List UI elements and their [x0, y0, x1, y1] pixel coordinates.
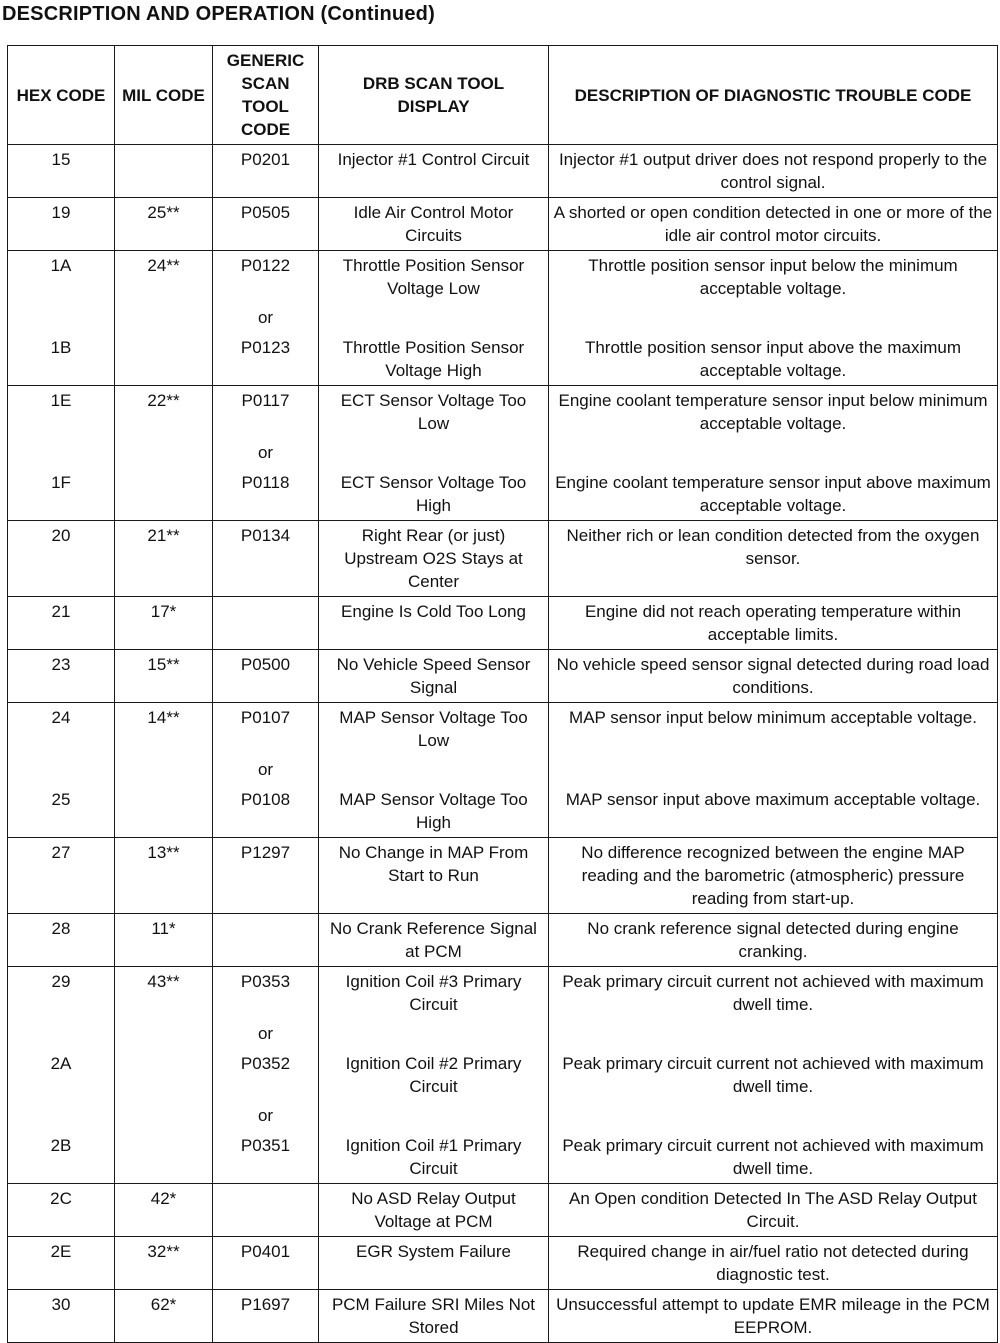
entry-drb: No Crank Reference Signal at PCM: [330, 919, 537, 961]
cell-mil: [115, 521, 213, 597]
cell-drb: [319, 145, 549, 198]
entry-generic: P0505: [240, 203, 291, 222]
entry-drb: Engine Is Cold Too Long: [341, 602, 526, 621]
cell-mil: [115, 198, 213, 251]
cell-drb: [319, 914, 549, 967]
entry-hex: 24: [51, 708, 71, 727]
entry-spacer: [12, 752, 110, 788]
entry-drb: PCM Failure SRI Miles Not Stored: [331, 1295, 536, 1337]
cell-generic: [213, 198, 319, 251]
mil-code: 43**: [147, 972, 180, 991]
cell-desc: [549, 145, 998, 198]
entry-desc: Throttle position sensor input above the maximum acceptable voltage.: [584, 338, 962, 380]
or-separator: or: [257, 308, 274, 327]
entry-spacer: [553, 300, 993, 336]
header-generic-scan-tool-code: GENERIC SCAN TOOL CODE: [213, 46, 319, 145]
header-mil-code: MIL CODE: [115, 46, 213, 145]
entry-generic: [217, 1187, 314, 1233]
entry-desc: Neither rich or lean condition detected from the oxygen sensor.: [566, 526, 980, 568]
entry-desc: An Open condition Detected In The ASD Relay Output Circuit.: [569, 1189, 977, 1231]
cell-hex: [8, 838, 115, 914]
table-row: [8, 1290, 998, 1343]
entry-drb: MAP Sensor Voltage Too High: [339, 790, 528, 832]
cell-generic: [213, 650, 319, 703]
entry-spacer: [12, 435, 110, 471]
entry-desc: Unsuccessful attempt to update EMR mileage in the PCM EEPROM.: [556, 1295, 990, 1337]
entry-desc: Throttle position sensor input below the minimum acceptable voltage.: [588, 256, 958, 298]
cell-desc: [549, 838, 998, 914]
entry-desc: Peak primary circuit current not achieved with maximum dwell time.: [562, 972, 984, 1014]
entry-desc: MAP sensor input below minimum acceptable voltage.: [569, 708, 977, 727]
cell-hex: [8, 386, 115, 521]
cell-drb: [319, 838, 549, 914]
entry-generic: P1297: [240, 843, 291, 862]
entry-desc: No crank reference signal detected during engine cranking.: [587, 919, 959, 961]
cell-generic: [213, 1184, 319, 1237]
entry-drb: ECT Sensor Voltage Too Low: [340, 391, 527, 433]
cell-hex: [8, 1184, 115, 1237]
table-row: [8, 967, 998, 1184]
entry-drb: No Change in MAP From Start to Run: [338, 843, 529, 885]
cell-generic: [213, 145, 319, 198]
table-row: [8, 386, 998, 521]
entry-spacer: [323, 300, 544, 336]
cell-mil: [115, 1184, 213, 1237]
table-row: [8, 198, 998, 251]
entry-generic: P0352: [240, 1054, 291, 1073]
cell-desc: [549, 650, 998, 703]
table-row: [8, 650, 998, 703]
cell-drb: [319, 967, 549, 1184]
entry-drb: No Vehicle Speed Sensor Signal: [336, 655, 531, 697]
cell-drb: [319, 597, 549, 650]
entry-spacer: [553, 1098, 993, 1134]
entry-desc: Injector #1 output driver does not respond properly to the control signal.: [558, 150, 988, 192]
entry-generic: P0201: [240, 150, 291, 169]
cell-hex: [8, 251, 115, 386]
entry-hex: 1E: [50, 391, 72, 410]
entry-generic: [217, 917, 314, 963]
cell-mil: [115, 251, 213, 386]
mil-code: 62*: [150, 1295, 177, 1314]
entry-drb: Idle Air Control Motor Circuits: [353, 203, 514, 245]
entry-generic: P0401: [240, 1242, 291, 1261]
cell-drb: [319, 650, 549, 703]
entry-generic: P0134: [240, 526, 291, 545]
entry-hex: 1B: [50, 338, 72, 357]
entry-drb: Throttle Position Sensor Voltage Low: [342, 256, 525, 298]
entry-hex: 1A: [50, 256, 72, 275]
cell-hex: [8, 967, 115, 1184]
table-row: [8, 1237, 998, 1290]
mil-code: 32**: [147, 1242, 180, 1261]
table-row: [8, 251, 998, 386]
cell-mil: [115, 650, 213, 703]
cell-desc: [549, 1290, 998, 1343]
entry-hex: 2E: [50, 1242, 72, 1261]
cell-mil: [115, 145, 213, 198]
cell-mil: [115, 1290, 213, 1343]
cell-hex: [8, 1290, 115, 1343]
entry-generic: P0108: [240, 790, 291, 809]
entry-spacer: [323, 1098, 544, 1134]
entry-drb: ECT Sensor Voltage Too High: [340, 473, 527, 515]
cell-generic: [213, 967, 319, 1184]
cell-desc: [549, 521, 998, 597]
cell-mil: [115, 967, 213, 1184]
entry-desc: Engine coolant temperature sensor input below minimum acceptable voltage.: [558, 391, 988, 433]
table-row: [8, 703, 998, 838]
table-row: [8, 521, 998, 597]
entry-generic: [217, 600, 314, 646]
cell-desc: [549, 198, 998, 251]
entry-generic: P0118: [241, 473, 290, 492]
page-heading: DESCRIPTION AND OPERATION (Continued): [2, 3, 435, 25]
cell-drb: [319, 703, 549, 838]
entry-spacer: [12, 300, 110, 336]
table-row: [8, 838, 998, 914]
header-description: DESCRIPTION OF DIAGNOSTIC TROUBLE CODE: [549, 46, 998, 145]
entry-desc: No difference recognized between the engine MAP reading and the barometric (atmospheric) pressure reading from start-up.: [581, 843, 965, 908]
mil-code: 25**: [147, 203, 180, 222]
entry-spacer: [553, 752, 993, 788]
entry-desc: Peak primary circuit current not achieved with maximum dwell time.: [562, 1136, 984, 1178]
entry-drb: Ignition Coil #2 Primary Circuit: [345, 1054, 522, 1096]
entry-hex: 15: [51, 150, 71, 169]
entry-hex: 28: [51, 919, 71, 938]
entry-hex: 30: [51, 1295, 71, 1314]
cell-drb: [319, 1290, 549, 1343]
cell-hex: [8, 521, 115, 597]
entry-generic: P0351: [240, 1136, 291, 1155]
cell-hex: [8, 703, 115, 838]
cell-hex: [8, 597, 115, 650]
entry-drb: Right Rear (or just) Upstream O2S Stays at Center: [344, 526, 523, 591]
mil-code: 21**: [147, 526, 180, 545]
table-row: [8, 914, 998, 967]
entry-hex: 1F: [51, 473, 71, 492]
cell-mil: [115, 597, 213, 650]
mil-code: 15**: [147, 655, 180, 674]
cell-hex: [8, 198, 115, 251]
entry-hex: 21: [51, 602, 71, 621]
mil-code: 17*: [150, 602, 177, 621]
entry-generic: P0117: [241, 391, 290, 410]
entry-hex: 23: [51, 655, 71, 674]
entry-spacer: [553, 1016, 993, 1052]
or-separator: or: [257, 760, 274, 779]
entry-spacer: [323, 752, 544, 788]
table-header-row: [8, 46, 998, 145]
entry-hex: 2B: [50, 1136, 72, 1155]
mil-code: 11*: [151, 919, 176, 938]
cell-generic: [213, 914, 319, 967]
cell-drb: [319, 386, 549, 521]
entry-hex: 27: [51, 843, 71, 862]
entry-drb: No ASD Relay Output Voltage at PCM: [351, 1189, 516, 1231]
entry-drb: Ignition Coil #1 Primary Circuit: [345, 1136, 522, 1178]
entry-drb: Throttle Position Sensor Voltage High: [342, 338, 525, 380]
entry-hex: 20: [51, 526, 71, 545]
entry-generic: P0122: [240, 256, 291, 275]
entry-drb: MAP Sensor Voltage Too Low: [339, 708, 528, 750]
mil-code: 42*: [150, 1189, 177, 1208]
or-separator: or: [257, 1024, 274, 1043]
cell-hex: [8, 650, 115, 703]
entry-spacer: [12, 1016, 110, 1052]
cell-generic: [213, 1290, 319, 1343]
cell-drb: [319, 1184, 549, 1237]
cell-drb: [319, 521, 549, 597]
mil-code: 14**: [147, 708, 180, 727]
table-row: [8, 597, 998, 650]
cell-generic: [213, 597, 319, 650]
cell-mil: [115, 838, 213, 914]
entry-spacer: [323, 435, 544, 471]
dtc-table: [7, 45, 998, 1343]
mil-code: 22**: [147, 391, 180, 410]
entry-desc: MAP sensor input above maximum acceptable voltage.: [565, 790, 981, 809]
entry-hex: 29: [51, 972, 71, 991]
cell-desc: [549, 386, 998, 521]
entry-desc: Engine coolant temperature sensor input above maximum acceptable voltage.: [555, 473, 991, 515]
entry-drb: EGR System Failure: [356, 1242, 511, 1261]
cell-mil: [115, 914, 213, 967]
cell-drb: [319, 1237, 549, 1290]
header-drb-scan-tool-display: DRB SCAN TOOL DISPLAY: [319, 46, 549, 145]
entry-spacer: [553, 435, 993, 471]
cell-generic: [213, 521, 319, 597]
entry-hex: 2C: [50, 1189, 72, 1208]
cell-drb: [319, 251, 549, 386]
entry-hex: 19: [51, 203, 71, 222]
cell-mil: [115, 1237, 213, 1290]
or-separator: or: [257, 443, 274, 462]
entry-desc: No vehicle speed sensor signal detected during road load conditions.: [556, 655, 990, 697]
cell-mil: [115, 386, 213, 521]
cell-generic: [213, 1237, 319, 1290]
entry-generic: P1697: [240, 1295, 291, 1314]
cell-generic: [213, 386, 319, 521]
cell-desc: [549, 967, 998, 1184]
cell-generic: [213, 838, 319, 914]
cell-desc: [549, 1237, 998, 1290]
table-body: [8, 145, 998, 1343]
cell-drb: [319, 198, 549, 251]
entry-generic: P0123: [240, 338, 291, 357]
entry-generic: P0353: [240, 972, 291, 991]
mil-code: 13**: [147, 843, 180, 862]
cell-desc: [549, 597, 998, 650]
cell-generic: [213, 251, 319, 386]
entry-desc: Peak primary circuit current not achieved with maximum dwell time.: [562, 1054, 984, 1096]
table-row: [8, 145, 998, 198]
entry-desc: Required change in air/fuel ratio not detected during diagnostic test.: [577, 1242, 969, 1284]
entry-drb: Ignition Coil #3 Primary Circuit: [345, 972, 522, 1014]
entry-desc: Engine did not reach operating temperature within acceptable limits.: [584, 602, 962, 644]
cell-generic: [213, 703, 319, 838]
cell-hex: [8, 914, 115, 967]
mil-code: 24**: [147, 256, 180, 275]
entry-desc: A shorted or open condition detected in one or more of the idle air control motor circuits.: [553, 203, 993, 245]
entry-drb: Injector #1 Control Circuit: [337, 150, 530, 169]
entry-hex: 2A: [50, 1054, 72, 1073]
cell-desc: [549, 1184, 998, 1237]
table-row: [8, 1184, 998, 1237]
entry-hex: 25: [51, 790, 71, 809]
cell-desc: [549, 914, 998, 967]
entry-generic: P0107: [240, 708, 291, 727]
cell-desc: [549, 703, 998, 838]
cell-mil: [115, 703, 213, 838]
header-hex-code: HEX CODE: [8, 46, 115, 145]
cell-desc: [549, 251, 998, 386]
cell-hex: [8, 145, 115, 198]
entry-generic: P0500: [240, 655, 291, 674]
entry-spacer: [12, 1098, 110, 1134]
entry-spacer: [323, 1016, 544, 1052]
cell-hex: [8, 1237, 115, 1290]
or-separator: or: [257, 1106, 274, 1125]
